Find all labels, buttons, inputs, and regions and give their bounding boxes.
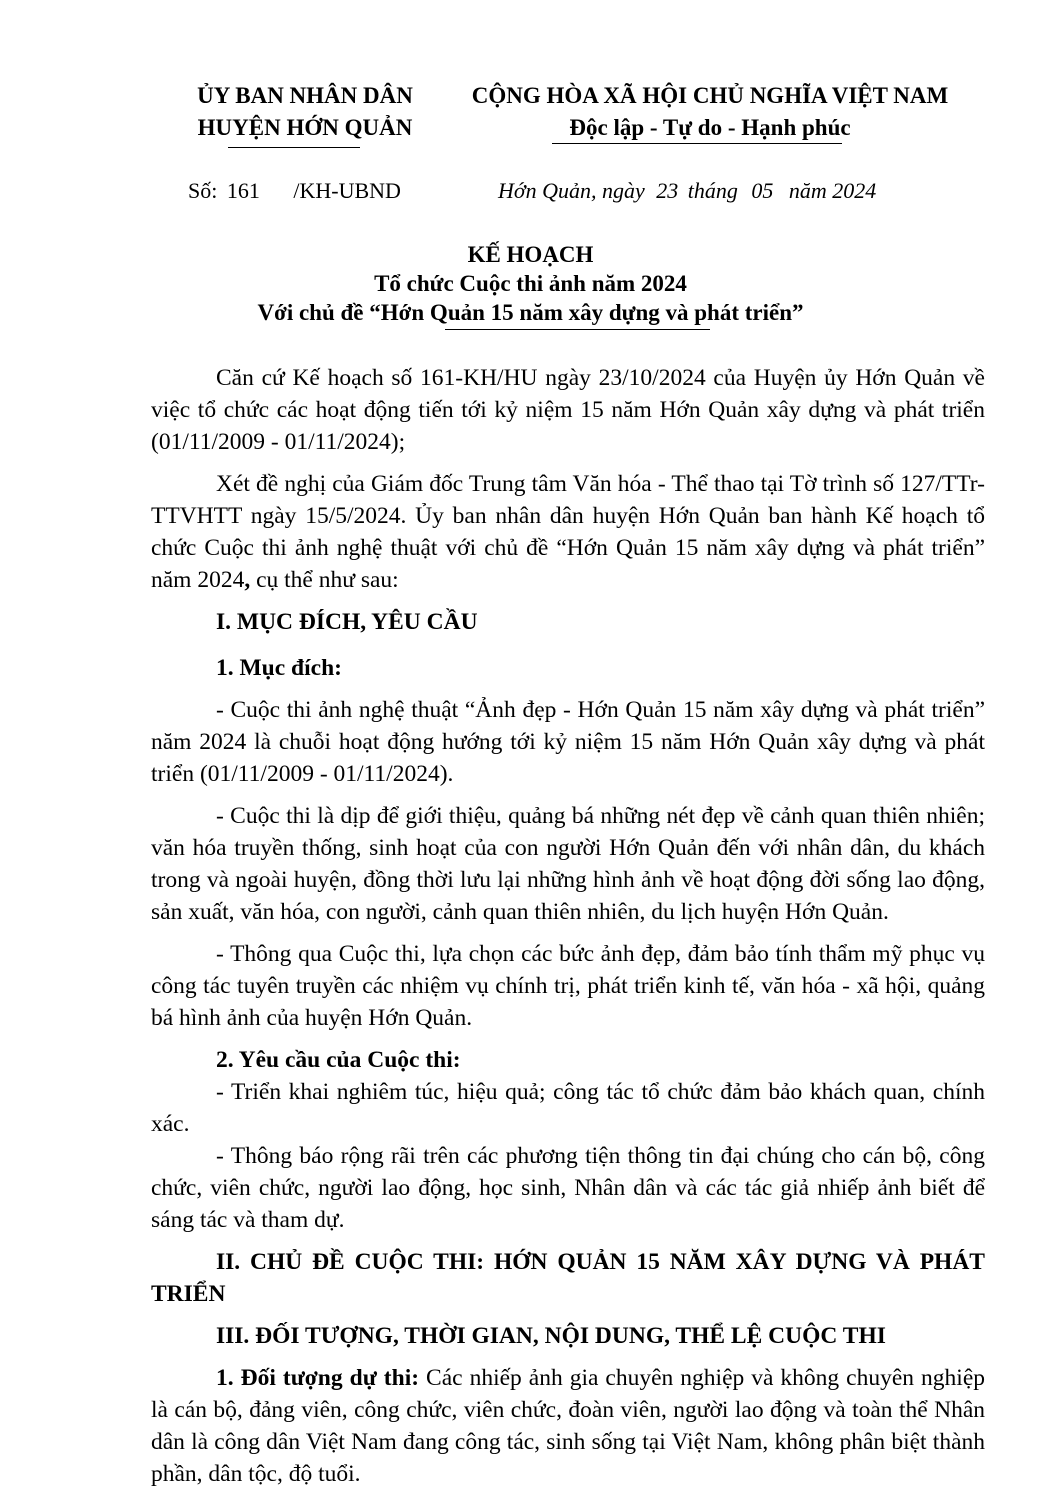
number-label: Số: (188, 178, 218, 203)
year-label: năm 2024 (788, 178, 877, 203)
title-line-2: Tổ chức Cuộc thi ảnh năm 2024 (374, 271, 687, 296)
number-suffix: /KH-UBND (293, 178, 401, 203)
proposal-comma: , (244, 567, 251, 593)
paragraph-requirement-1: - Triển khai nghiêm túc, hiệu quả; công tác tổ chức đảm bảo khách quan, chính xác. (151, 1079, 985, 1137)
place-and-date (498, 176, 876, 206)
section-heading-1: I. MỤC ĐÍCH, YÊU CẦU (216, 609, 478, 635)
issuing-authority (150, 80, 460, 144)
place-date-prefix: Hớn Quản, ngày (498, 178, 645, 203)
participants-label: 1. Đối tượng dự thi: (216, 1365, 420, 1391)
subsection-heading-requirements: 2. Yêu cầu của Cuộc thi: (216, 1047, 461, 1073)
paragraph-purpose-2: - Cuộc thi là dịp để giới thiệu, quảng bá những nét đẹp về cảnh quan thiên nhiên; văn hóa truyền thống, sinh hoạt của con người Hớn Quản đến với nhân dân, du khách trong và ngoài huyện, đồng thời lưu lại những hình ảnh về hoạt động đời sống lao động, sản xuất, văn hóa, con người, cảnh quan thiên nhiên, du lịch huyện Hớn Quản. (151, 803, 985, 925)
proposal-ending: cụ thể như sau: (250, 567, 399, 593)
month-label: tháng (687, 178, 738, 203)
paragraph-participants (151, 1362, 985, 1490)
national-title (445, 80, 975, 144)
national-title-line-1: CỘNG HÒA XÃ HỘI CHỦ NGHĨA VIỆT NAM (471, 83, 949, 108)
paragraph-purpose-3: - Thông qua Cuộc thi, lựa chọn các bức ảnh đẹp, đảm bảo tính thẩm mỹ phục vụ công tác tuyên truyền các nhiệm vụ chính trị, phát triển kinh tế, văn hóa - xã hội, quảng bá hình ảnh của huyện Hớn Quản. (151, 941, 985, 1031)
section-heading-2: II. CHỦ ĐỀ CUỘC THI: HỚN QUẢN 15 NĂM XÂY DỰNG VÀ PHÁT TRIỂN (151, 1249, 985, 1307)
paragraph-legal-basis: Căn cứ Kế hoạch số 161-KH/HU ngày 23/10/2024 của Huyện ủy Hớn Quản về việc tổ chức các hoạt động tiến tới kỷ niệm 15 năm Hớn Quản xây dựng và phát triển (01/11/2009 - 01/11/2024); (151, 365, 985, 455)
paragraph-requirement-2: - Thông báo rộng rãi trên các phương tiện thông tin đại chúng cho cán bộ, công chức, viên chức, người lao động, học sinh, Nhân dân và các tác giả nhiếp ảnh biết để sáng tác và tham dự. (151, 1143, 985, 1233)
proposal-text: Xét đề nghị của Giám đốc Trung tâm Văn hóa - Thể thao tại Tờ trình số 127/TTr-TTVHTT ngày 15/5/2024. Ủy ban nhân dân huyện Hớn Quản ban hành Kế hoạch tổ chức Cuộc thi ảnh nghệ thuật với chủ đề “Hớn Quản 15 năm xây dựng và phát triển” năm 2024 (151, 471, 985, 593)
document-number (188, 176, 401, 206)
date-day: 23 (656, 178, 679, 203)
authority-underline (228, 147, 360, 148)
document-body (151, 362, 985, 1500)
number-value: 161 (226, 178, 260, 203)
participants-text: Các nhiếp ảnh gia chuyên nghiệp và không chuyên nghiệp là cán bộ, đảng viên, công chức, viên chức, đoàn viên, người lao động và toàn thể Nhân dân là công dân Việt Nam đang công tác, sinh sống tại Việt Nam, không phân biệt thành phần, dân tộc, độ tuổi. (151, 1365, 985, 1487)
subsection-heading-purpose: 1. Mục đích: (216, 655, 342, 681)
national-motto: Độc lập - Tự do - Hạnh phúc (569, 115, 851, 140)
document-title (0, 240, 1061, 327)
title-underline (445, 329, 710, 330)
date-month: 05 (751, 178, 774, 203)
section-heading-3: III. ĐỐI TƯỢNG, THỜI GIAN, NỘI DUNG, THỂ LỆ CUỘC THI (216, 1323, 886, 1349)
motto-underline (552, 143, 842, 144)
title-line-1: KẾ HOẠCH (467, 242, 594, 267)
paragraph-proposal (151, 468, 985, 596)
authority-line-2: HUYỆN HỚN QUẢN (197, 115, 413, 140)
authority-line-1: ỦY BAN NHÂN DÂN (197, 83, 413, 108)
document-header (0, 80, 1061, 160)
paragraph-purpose-1: - Cuộc thi ảnh nghệ thuật “Ảnh đẹp - Hớn Quản 15 năm xây dựng và phát triển” năm 2024 là chuỗi hoạt động hướng tới kỷ niệm 15 năm Hớn Quản xây dựng và phát triển (01/11/2009 - 01/11/2024). (151, 697, 985, 787)
title-line-3: Với chủ đề “Hớn Quản 15 năm xây dựng và phát triển” (257, 300, 804, 325)
